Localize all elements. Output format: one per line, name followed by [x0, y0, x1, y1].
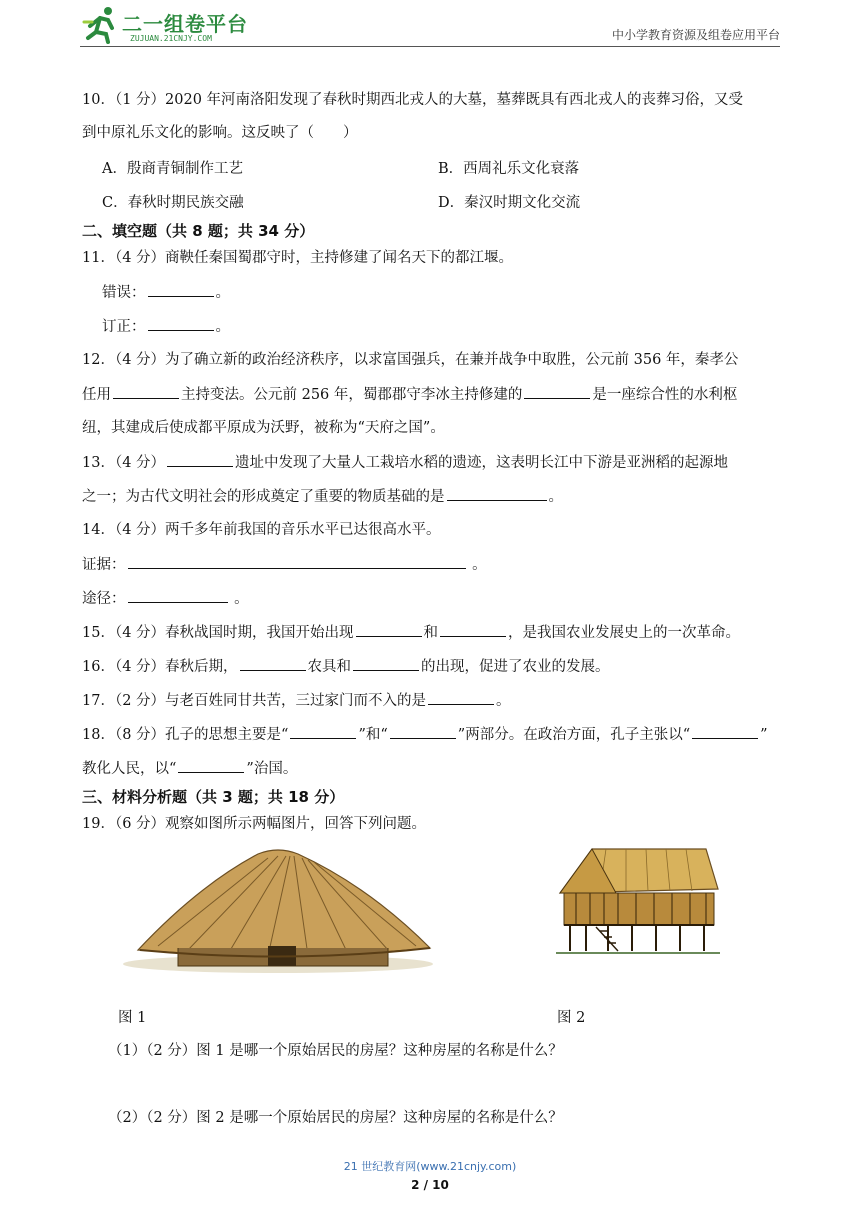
- q14-path-end: 。: [234, 591, 249, 607]
- q18-blank-1[interactable]: [290, 724, 356, 739]
- q17-text-b: 。: [496, 693, 511, 709]
- q13-text-b: 遗址中发现了大量人工栽培水稻的遗迹，这表明长江中下游是亚洲稻的起源地: [235, 455, 729, 471]
- q18-text-f: ”治国。: [246, 761, 298, 777]
- q18-blank-4[interactable]: [178, 758, 244, 773]
- q11-stem: 11．（4 分）商鞅任秦国蜀郡守时，主持修建了闻名天下的都江堰。: [82, 250, 514, 266]
- q14-evidence-blank[interactable]: [128, 554, 466, 569]
- q15-text-c: ，是我国农业发展史上的一次革命。: [508, 625, 741, 641]
- q10-option-b[interactable]: B．西周礼乐文化衰落: [438, 161, 580, 177]
- figure-1-caption: 图 1: [118, 1010, 147, 1026]
- figure-2-caption: 图 2: [557, 1010, 586, 1026]
- q12-line3: 纽，其建成后使成都平原成为沃野，被称为“天府之国”。: [82, 420, 445, 436]
- q10-stem-line2: 到中原礼乐文化的影响。这反映了（ ）: [82, 125, 358, 141]
- q14-stem: 14．（4 分）两千多年前我国的音乐水平已达很高水平。: [82, 522, 441, 538]
- q10-option-d[interactable]: D．秦汉时期文化交流: [438, 195, 581, 211]
- q11-error-line: [102, 282, 230, 303]
- q15-blank-2[interactable]: [440, 622, 506, 637]
- q16-text-c: 的出现，促进了农业的发展。: [421, 659, 610, 675]
- q14-evidence-line: [82, 554, 487, 575]
- q18-text-d: ”: [760, 727, 768, 743]
- q13-text-c: 之一；为古代文明社会的形成奠定了重要的物质基础的是: [82, 489, 445, 505]
- q11-error-blank[interactable]: [148, 282, 214, 297]
- q17-text-a: 17．（2 分）与老百姓同甘共苦，三过家门而不入的是: [82, 693, 427, 709]
- q18-text-a: 18．（8 分）孔子的思想主要是“: [82, 727, 289, 743]
- q13-text-d: 。: [548, 489, 563, 505]
- q13-line2: [82, 486, 563, 507]
- runner-logo-icon: [82, 4, 122, 44]
- q18-line2: [82, 758, 297, 779]
- q15-text-a: 15．（4 分）春秋战国时期，我国开始出现: [82, 625, 354, 641]
- q11-error-label: 错误：: [102, 285, 146, 301]
- q11-error-end: 。: [215, 285, 230, 301]
- q14-path-blank[interactable]: [128, 588, 228, 603]
- footer-source-link[interactable]: 21 世纪教育网(www.21cnjy.com): [343, 1160, 517, 1173]
- q10-option-c[interactable]: C．春秋时期民族交融: [102, 195, 244, 211]
- q12-text-c: 是一座综合性的水利枢: [592, 387, 738, 403]
- q12-text-a: 任用: [82, 387, 111, 403]
- logo-text: 二一组卷平台: [122, 12, 248, 36]
- q11-fix-line: [102, 316, 230, 337]
- section-heading-material-analysis: 三、材料分析题（共 3 题；共 18 分）: [82, 788, 345, 806]
- q17-line: [82, 690, 511, 711]
- q16-text-b: 农具和: [307, 659, 352, 675]
- q12-blank-2[interactable]: [524, 384, 590, 399]
- figure-2-stilt-house-image: [556, 845, 720, 957]
- q18-line1: [82, 724, 768, 745]
- page-header: [80, 0, 780, 47]
- q19-subquestion-1: （1）（2 分）图 1 是哪一个原始居民的房屋？这种房屋的名称是什么？: [108, 1043, 563, 1059]
- q11-fix-end: 。: [215, 319, 230, 335]
- q18-text-b: ”和“: [358, 727, 388, 743]
- q18-blank-3[interactable]: [692, 724, 758, 739]
- q16-line: [82, 656, 610, 677]
- q16-text-a: 16．（4 分）春秋后期，: [82, 659, 238, 675]
- q13-blank-1[interactable]: [167, 452, 233, 467]
- q12-line2: [82, 384, 737, 405]
- q13-line1: [82, 452, 728, 473]
- q18-text-c: ”两部分。在政治方面，孔子主张以“: [457, 727, 691, 743]
- page-number: 2 / 10: [411, 1178, 449, 1192]
- q10-option-a[interactable]: A．殷商青铜制作工艺: [102, 161, 243, 177]
- section-heading-fill-in: 二、填空题（共 8 题；共 34 分）: [82, 222, 315, 240]
- q19-subquestion-2: （2）（2 分）图 2 是哪一个原始居民的房屋？这种房屋的名称是什么？: [108, 1110, 563, 1126]
- q14-path-line: [82, 588, 249, 609]
- q11-fix-label: 订正：: [102, 319, 146, 335]
- q18-blank-2[interactable]: [390, 724, 456, 739]
- site-logo[interactable]: [82, 4, 272, 44]
- logo-subtext: ZUJUAN.21CNJY.COM: [130, 34, 212, 43]
- q14-evidence-label: 证据：: [82, 557, 126, 573]
- q12-text-b: 主持变法。公元前 256 年，蜀郡郡守李冰主持修建的: [181, 387, 523, 403]
- q10-stem-line1: 10．（1 分）2020 年河南洛阳发现了春秋时期西北戎人的大墓，墓葬既具有西北戎人的丧葬习俗，又受: [82, 92, 744, 108]
- q16-blank-1[interactable]: [240, 656, 306, 671]
- q17-blank[interactable]: [428, 690, 494, 705]
- q13-text-a: 13．（4 分）: [82, 455, 166, 471]
- q15-blank-1[interactable]: [356, 622, 422, 637]
- q11-fix-blank[interactable]: [148, 316, 214, 331]
- q12-line1: 12．（4 分）为了确立新的政治经济秩序，以求富国强兵，在兼并战争中取胜，公元前 356 年，秦孝公: [82, 352, 739, 368]
- q19-stem: 19．（6 分）观察如图所示两幅图片，回答下列问题。: [82, 816, 427, 832]
- q15-text-b: 和: [423, 625, 439, 641]
- q18-text-e: 教化人民，以“: [82, 761, 177, 777]
- q13-blank-2[interactable]: [447, 486, 547, 501]
- q15-line: [82, 622, 740, 643]
- q14-path-label: 途径：: [82, 591, 126, 607]
- header-tagline: 中小学教育资源及组卷应用平台: [611, 28, 780, 42]
- figure-1-thatched-hut-image: [118, 846, 440, 976]
- q14-evidence-end: 。: [472, 557, 487, 573]
- q16-blank-2[interactable]: [353, 656, 419, 671]
- q12-blank-1[interactable]: [113, 384, 179, 399]
